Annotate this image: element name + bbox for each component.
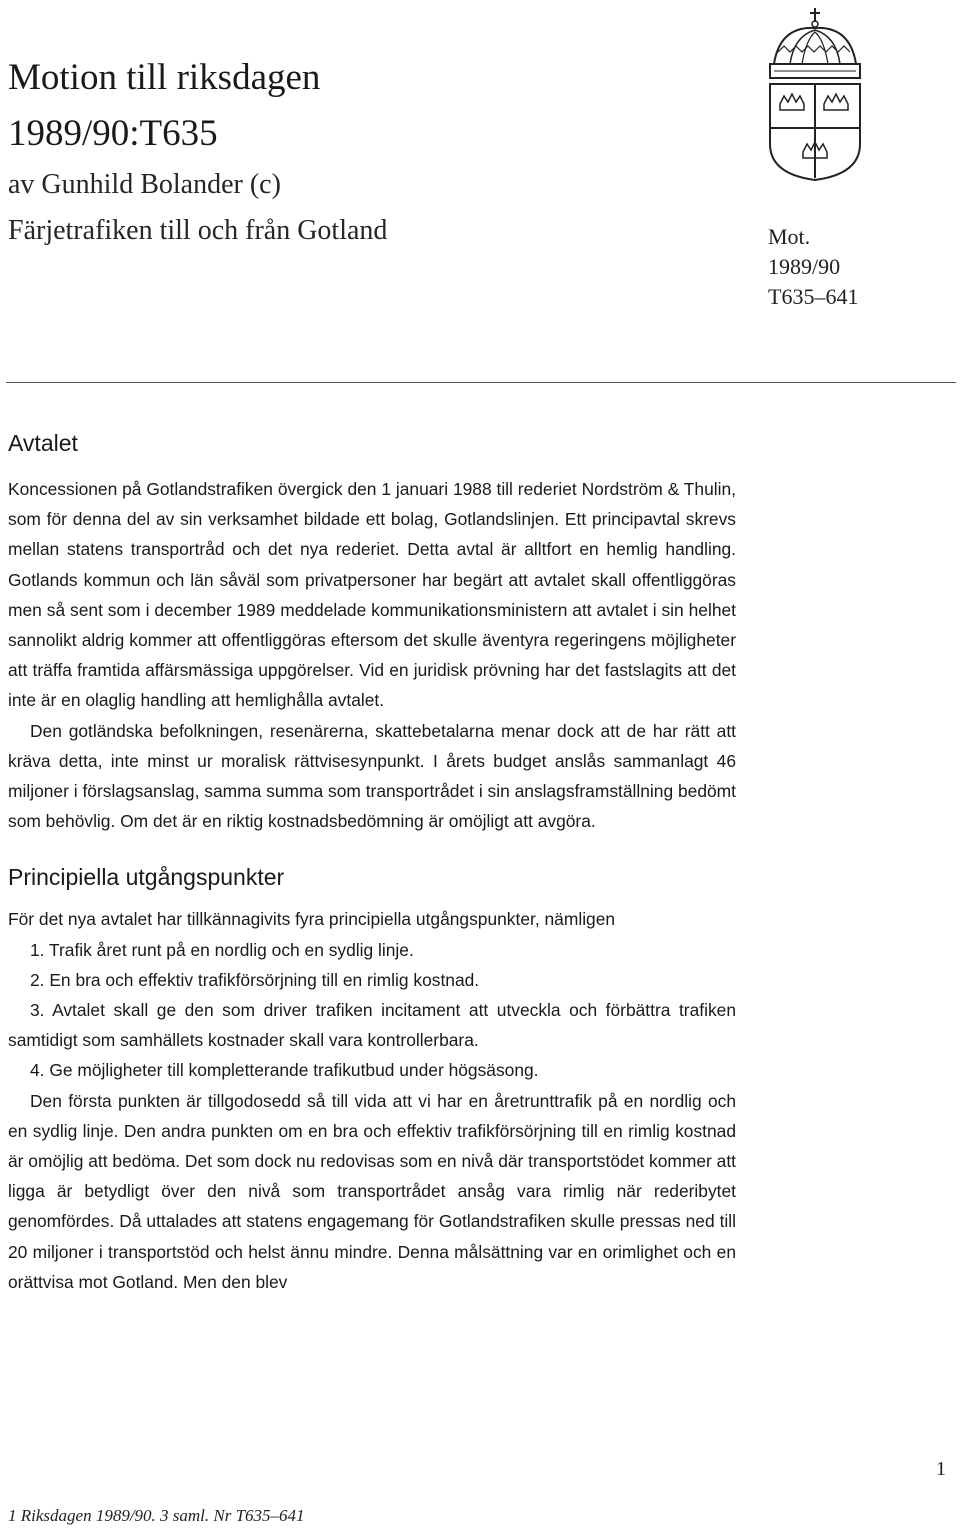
paragraph: Den första punkten är tillgodosedd så till vida att vi har en åretrunttrafik på en nordlig och en sydlig linje. Den andra punkten om en bra och effektiv trafikförsörjning till en rimlig kostnad är omöjlig att bedöma. Det som dock nu redovisas som en nivå där transportstödet kommer att ligga är betydligt över den nivå som transportrådet ansåg vara rimlig när rederibytet genomfördes. Då uttalades att statens engagemang för Gotlandstrafiken skulle pressas ned till 20 miljoner i transportstöd och helst ännu mindre. Denna målsättning var en orimlighet och en orättvisa mot Gotland. Men den blev: [8, 1090, 736, 1292]
motion-reference-session: 1989/90: [768, 254, 841, 279]
list-item: 3. Avtalet skall ge den som driver trafiken incitament att utveckla och förbättra trafiken samtidigt som samhällets kostnader skall vara kontrollerbara.: [8, 1000, 736, 1051]
motion-number: 1989/90:T635: [8, 113, 218, 154]
motion-reference-range: T635–641: [768, 284, 859, 309]
list-item: 1. Trafik året runt på en nordlig och en sydlig linje.: [30, 939, 414, 960]
paragraph: Den gotländska befolkningen, resenärerna, skattebetalarna menar dock att de har rätt att kräva detta, inte minst ur moralisk rättvisesynpunkt. I årets budget anslås sammanlagt 46 miljoner i förslagsanslag, samma summa som transportrådet i sin anslagsframställning bedömt som behövlig. Om det är en riktig kostnadsbedömning är omöjligt att avgöra.: [8, 720, 736, 832]
section-heading-avtalet: Avtalet: [8, 430, 78, 456]
paragraph: För det nya avtalet har tillkännagivits fyra principiella utgångspunkter, nämligen: [8, 909, 616, 930]
footer-citation: 1 Riksdagen 1989/90. 3 saml. Nr T635–641: [8, 1506, 305, 1525]
page-number: 1: [936, 1458, 946, 1480]
list-item: 4. Ge möjligheter till kompletterande trafikutbud under högsäsong.: [30, 1060, 539, 1081]
author-line: av Gunhild Bolander (c): [8, 169, 281, 200]
swedish-coat-of-arms-icon: [760, 4, 870, 184]
title-block: [8, 50, 728, 254]
paragraph: Koncessionen på Gotlandstrafiken övergick den 1 januari 1988 till rederiet Nordström & Thulin, som för denna del av sin verksamhet bildade ett bolag, Gotlandslinjen. Ett principavtal skrevs mellan statens transportråd och det nya rederiet. Detta avtal är alltfort en hemlig handling. Gotlands kommun och län såväl som privatpersoner har begärt att avtalet skall offentliggöras men så sent som i december 1989 meddelade kommunikationsministern att avtalet i sin helhet sannolikt aldrig kommer att offentliggöras eftersom det skulle äventyra regeringens möjligheter att träffa framtida affärsmässiga uppgörelser. Vid en juridisk prövning har det fastslagits att det inte är en olaglig handling att hemlighålla avtalet.: [8, 479, 736, 711]
motion-subject: Färjetrafiken till och från Gotland: [8, 215, 388, 246]
section-heading-principiella: Principiella utgångspunkter: [8, 864, 285, 891]
motion-reference: [768, 222, 948, 312]
document-title: Motion till riksdagen: [8, 57, 321, 98]
motion-reference-label: Mot.: [768, 224, 811, 249]
document-body: [8, 428, 736, 1297]
header-divider: [6, 382, 956, 383]
list-item: 2. En bra och effektiv trafikförsörjning till en rimlig kostnad.: [30, 969, 480, 990]
